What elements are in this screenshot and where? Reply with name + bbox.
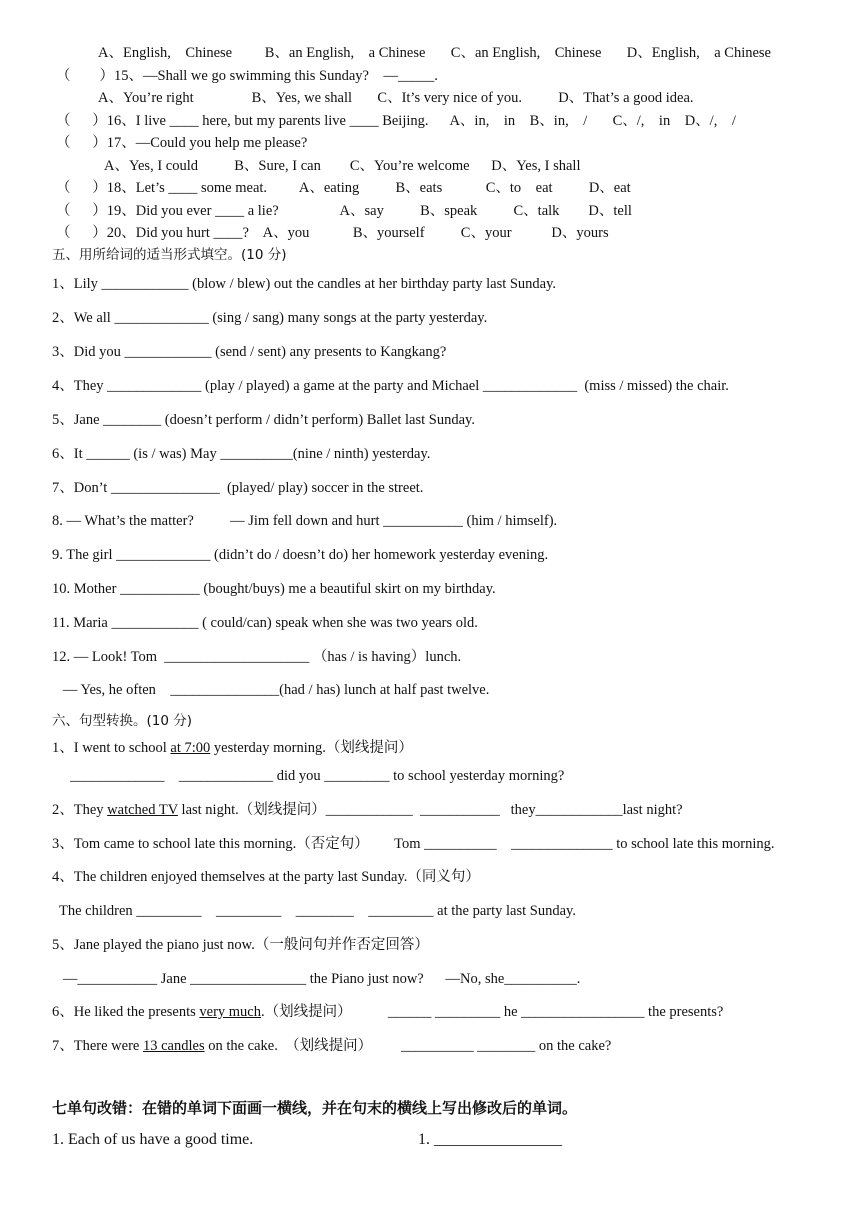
q18-stem: （ ）18、Let’s ____ some meat. A、eating B、eats C、to eat D、eat — [56, 180, 631, 196]
s7-item-1-answer: 1. ________________ — [418, 1131, 562, 1148]
s6-item-1: 1、I went to school at 7:00 yesterday morning.（划线提问） — [52, 740, 413, 756]
s7-item-1: 1. Each of us have a good time. — [52, 1131, 254, 1148]
q20-stem: （ ）20、Did you hurt ____? A、you B、yourself C、your D、yours — [56, 225, 609, 241]
underlined-phrase: very much — [199, 1004, 261, 1020]
q16-stem: （ ）16、I live ____ here, but my parents live ____ Beijing. A、in, in B、in, / C、/, in D、/, / — [56, 113, 736, 129]
q17-stem: （ ）17、—Could you help me please? — [56, 135, 308, 151]
underlined-phrase: 13 candles — [142, 1038, 205, 1054]
s6-item-7: 7、There were 13 candles on the cake. （划线提问） __________ ________ on the cake? — [52, 1038, 612, 1054]
s5-item-12-reply: — Yes, he often _______________(had / has) lunch at half past twelve. — [52, 682, 490, 698]
s5-item-1: 1、Lily ____________ (blow / blew) out the candles at her birthday party last Sunday. — [52, 276, 557, 292]
s5-item-2: 2、We all _____________ (sing / sang) many songs at the party yesterday. — [52, 310, 488, 326]
s6-item-1-answer: _____________ _____________ did you _________ to school yesterday morning? — [52, 768, 565, 784]
s5-item-5: 5、Jane ________ (doesn’t perform / didn’t perform) Ballet last Sunday. — [52, 412, 475, 428]
s6-item-5: 5、Jane played the piano just now.（一般问句并作否定回答） — [52, 937, 429, 953]
s6-item-4-answer: The children _________ _________ ________ _________ at the party last Sunday. — [52, 903, 576, 919]
s5-item-9: 9. The girl _____________ (didn’t do / doesn’t do) her homework yesterday evening. — [52, 547, 549, 563]
section6-heading: 六、句型转换。(10 分) — [52, 713, 193, 729]
underlined-phrase: watched TV — [107, 802, 178, 818]
s6-item-2: 2、They watched TV last night.（划线提问）____________ ___________ they____________last night? — [52, 802, 683, 818]
s6-item-3: 3、Tom came to school late this morning.（否定句） Tom __________ ______________ to school late this morning. — [52, 836, 775, 852]
q15-options: A、You’re right B、Yes, we shall C、It’s very nice of you. D、That’s a good idea. — [98, 90, 694, 106]
s5-item-4: 4、They _____________ (play / played) a game at the party and Michael _____________ (miss / missed) the chair. — [52, 378, 729, 394]
section7-heading: 七单句改错：在错的单词下面画一横线，并在句末的横线上写出修改后的单词。 — [52, 1099, 578, 1117]
s6-item-4: 4、The children enjoyed themselves at the party last Sunday.（同义句） — [52, 869, 480, 885]
q19-stem: （ ）19、Did you ever ____ a lie? A、say B、speak C、talk D、tell — [56, 203, 632, 219]
q17-options: A、Yes, I could B、Sure, I can C、You’re welcome D、Yes, I shall — [104, 158, 581, 174]
s5-item-6: 6、It ______ (is / was) May __________(nine / ninth) yesterday. — [52, 446, 431, 462]
s5-item-8: 8. — What’s the matter? — Jim fell down and hurt ___________ (him / himself). — [52, 513, 558, 529]
s5-item-10: 10. Mother ___________ (bought/buys) me a beautiful skirt on my birthday. — [52, 581, 496, 597]
section5-heading: 五、用所给词的适当形式填空。(10 分) — [52, 247, 287, 263]
s5-item-3: 3、Did you ____________ (send / sent) any presents to Kangkang? — [52, 344, 447, 360]
q15-stem: （ ）15、—Shall we go swimming this Sunday? —_____. — [56, 68, 438, 84]
s5-item-7: 7、Don’t _______________ (played/ play) soccer in the street. — [52, 480, 424, 496]
s6-item-6: 6、He liked the presents very much.（划线提问） ______ _________ he _________________ the presents? — [52, 1004, 724, 1020]
s6-item-5-answer: —___________ Jane ________________ the Piano just now? —No, she__________. — [52, 971, 581, 987]
q14-options: A、English, Chinese B、an English, a Chinese C、an English, Chinese D、English, a Chinese — [98, 45, 771, 61]
s5-item-12: 12. — Look! Tom ____________________ （has / is having）lunch. — [52, 649, 462, 665]
underlined-phrase: at 7:00 — [170, 740, 211, 756]
s5-item-11: 11. Maria ____________ ( could/can) speak when she was two years old. — [52, 615, 478, 631]
